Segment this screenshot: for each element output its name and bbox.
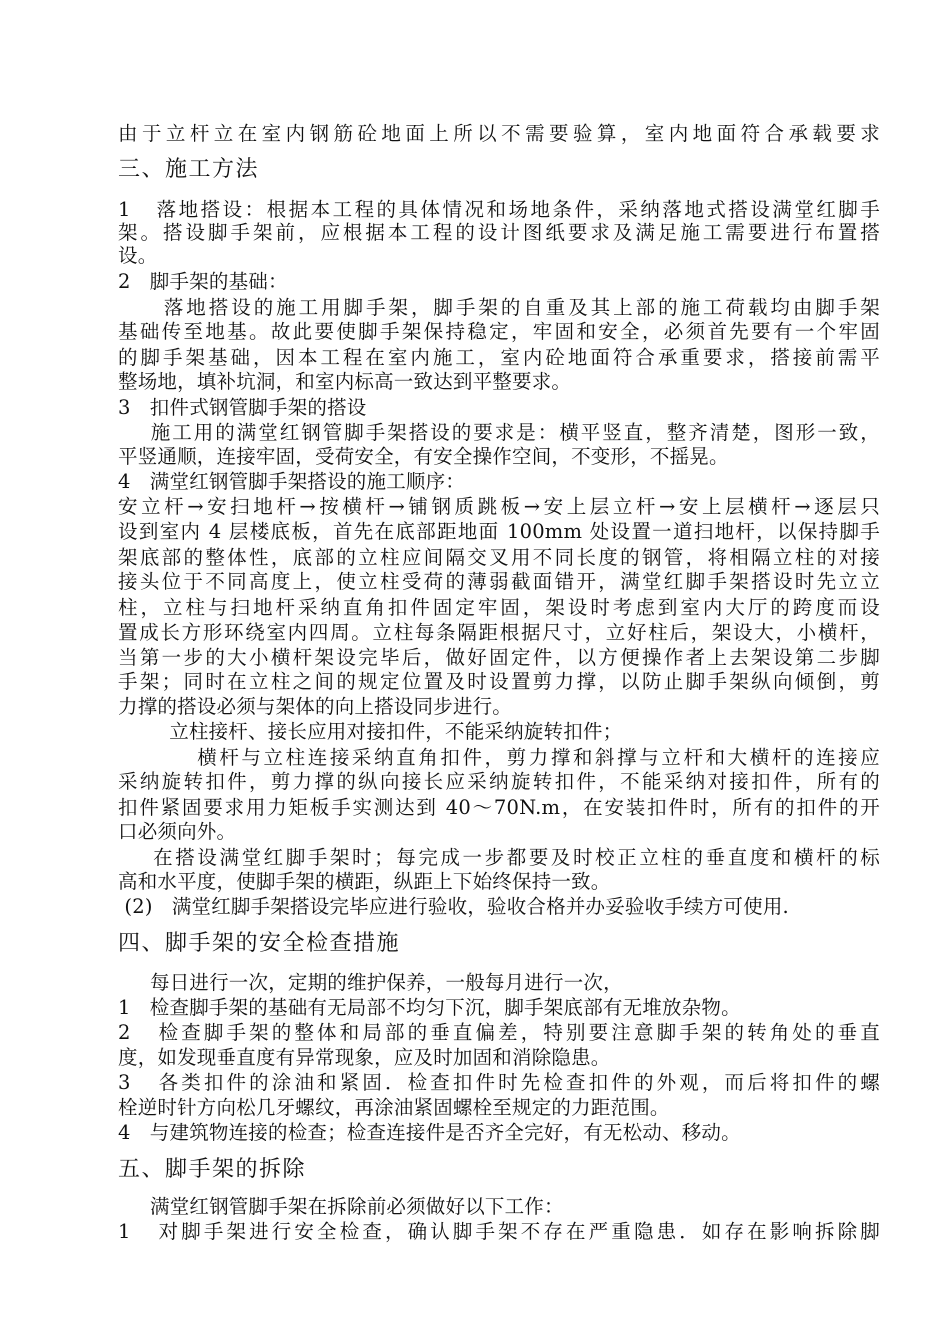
paragraph-line: 4 满堂红钢管脚手架搭设的施工顺序：	[118, 470, 466, 493]
section-heading-dismantling: 五、脚手架的拆除	[118, 1157, 307, 1182]
paragraph-line: 口必须向外。	[118, 820, 237, 843]
paragraph-line: 施工用的满堂红钢管脚手架搭设的要求是：横平竖直，整齐清楚，图形一致，	[118, 421, 880, 444]
paragraph-line: 由于立杆立在室内钢筋砼地面上所以不需要验算，室内地面符合承载要求	[118, 122, 880, 145]
paragraph-line: 3 扣件式钢管脚手架的搭设	[118, 396, 367, 419]
paragraph-line: 横杆与立柱连接采纳直角扣件，剪力撑和斜撑与立杆和大横杆的连接应	[118, 746, 880, 769]
paragraph-line: 高和水平度，使脚手架的横距，纵距上下始终保持一致。	[118, 870, 611, 893]
paragraph-line: 立柱接杆、接长应用对接扣件，不能采纳旋转扣件；	[118, 720, 623, 743]
paragraph-line: 采纳旋转扣件，剪力撑的纵向接长应采纳旋转扣件，不能采纳对接扣件，所有的	[118, 770, 880, 793]
section-heading-construction-method: 三、施工方法	[118, 157, 260, 182]
paragraph-line: 当第一步的大小横杆架设完毕后，做好固定件，以方便操作者上去架设第二步脚	[118, 646, 880, 669]
paragraph-line: (2) 满堂红脚手架搭设完毕应进行验收，验收合格并办妥验收手续方可使用.	[118, 895, 789, 918]
paragraph-line: 扣件紧固要求用力矩板手实测达到 40～70N.m，在安装扣件时，所有的扣件的开	[118, 796, 880, 819]
paragraph-line: 手架；同时在立柱之间的规定位置及时设置剪力撑，以防止脚手架纵向倾倒，剪	[118, 670, 880, 693]
paragraph-line: 安立杆→安扫地杆→按横杆→铺钢质跳板→安上层立杆→安上层横杆→逐层只	[118, 495, 880, 518]
paragraph-line: 1 检查脚手架的基础有无局部不均匀下沉，脚手架底部有无堆放杂物。	[118, 996, 741, 1019]
paragraph-line: 基础传至地基。故此要使脚手架保持稳定，牢固和安全，必须首先要有一个牢固	[118, 320, 880, 343]
paragraph-line: 接头位于不同高度上，使立柱受荷的薄弱截面错开，满堂红脚手架搭设时先立立	[118, 570, 880, 593]
paragraph-line: 度，如发现垂直度有异常现象，应及时加固和消除隐患。	[118, 1046, 611, 1069]
paragraph-line: 设到室内 4 层楼底板，首先在底部距地面 100mm 处设置一道扫地杆，以保持脚手	[118, 520, 880, 543]
paragraph-line: 整场地，填补坑洞，和室内标高一致达到平整要求。	[118, 370, 572, 393]
paragraph-line: 栓逆时针方向松几牙螺纹，再涂油紧固螺栓至规定的力距范围。	[118, 1096, 670, 1119]
paragraph-line: 在搭设满堂红脚手架时；每完成一步都要及时校正立柱的垂直度和横杆的标	[118, 846, 880, 869]
paragraph-line: 4 与建筑物连接的检查；检查连接件是否齐全完好，有无松动、移动。	[118, 1121, 741, 1144]
paragraph-line: 1 对脚手架进行安全检查，确认脚手架不存在严重隐患．如存在影响拆除脚	[118, 1220, 880, 1243]
paragraph-line: 满堂红钢管脚手架在拆除前必须做好以下工作：	[118, 1195, 564, 1218]
paragraph-line: 1 落地搭设：根据本工程的具体情况和场地条件，采纳落地式搭设满堂红脚手	[118, 198, 880, 221]
paragraph-line: 力撑的搭设必须与架体的向上搭设同步进行。	[118, 695, 513, 718]
paragraph-line: 每日进行一次，定期的维护保养，一般每月进行一次，	[118, 971, 623, 994]
paragraph-line: 3 各类扣件的涂油和紧固．检查扣件时先检查扣件的外观，而后将扣件的螺	[118, 1071, 880, 1094]
paragraph-line: 2 检查脚手架的整体和局部的垂直偏差，特别要注意脚手架的转角处的垂直	[118, 1021, 880, 1044]
paragraph-line: 落地搭设的施工用脚手架，脚手架的自重及其上部的施工荷载均由脚手架	[118, 296, 880, 319]
paragraph-line: 平竖通顺，连接牢固，受荷安全，有安全操作空间，不变形，不摇晃。	[118, 445, 729, 468]
paragraph-line: 柱，立柱与扫地杆采纳直角扣件固定牢固，架设时考虑到室内大厅的跨度而设	[118, 596, 880, 619]
paragraph-line: 架底部的整体性，底部的立柱应间隔交叉用不同长度的钢管，将相隔立柱的对接	[118, 546, 880, 569]
section-heading-safety-inspection: 四、脚手架的安全检查措施	[118, 931, 401, 956]
paragraph-line: 架。搭设脚手架前，应根据本工程的设计图纸要求及满足施工需要进行布置搭	[118, 221, 880, 244]
paragraph-line: 2 脚手架的基础：	[118, 270, 288, 293]
paragraph-line: 设。	[118, 244, 158, 267]
paragraph-line: 置成长方形环绕室内四周。立柱每条隔距根据尺寸，立好柱后，架设大，小横杆，	[118, 621, 880, 644]
paragraph-line: 的脚手架基础，因本工程在室内施工，室内砼地面符合承重要求，搭接前需平	[118, 346, 880, 369]
